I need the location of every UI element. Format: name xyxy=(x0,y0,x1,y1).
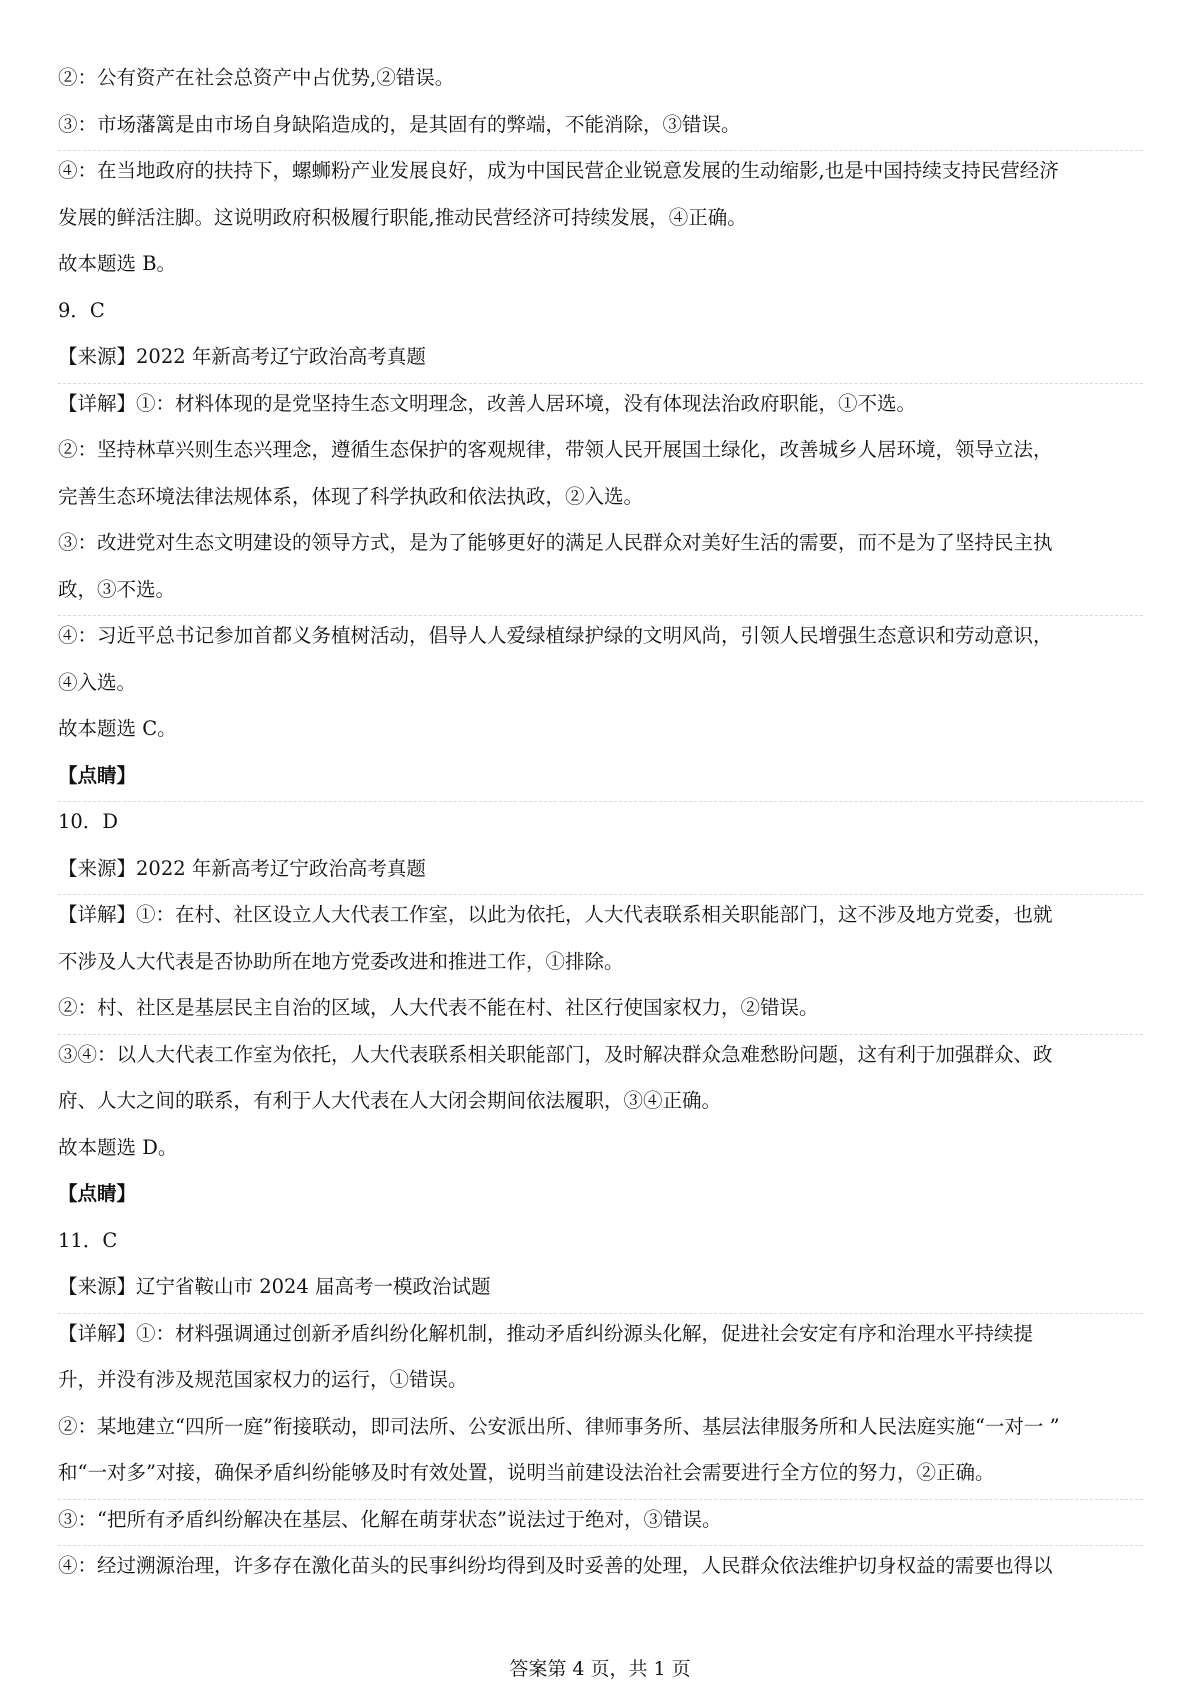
text-line: ②：村、社区是基层民主自治的区域，人大代表不能在村、社区行使国家权力，②错误。 xyxy=(58,988,1143,1035)
text-line: ②：坚持林草兴则生态兴理念，遵循生态保护的客观规律，带领人民开展国土绿化，改善城乡人居环境，领导立法， xyxy=(58,438,1053,461)
text-line: 发展的鲜活注脚。这说明政府积极履行职能,推动民营经济可持续发展，④正确。 xyxy=(58,205,747,229)
text-line: 9．C xyxy=(58,298,105,322)
text-line: 故本题选 D。 xyxy=(58,1135,178,1159)
text-line: 【来源】辽宁省鞍山市 2024 届高考一模政治试题 xyxy=(58,1267,1143,1314)
text-line: 【来源】2022 年新高考辽宁政治高考真题 xyxy=(58,337,1143,384)
text-line: 完善生态环境法律法规体系，体现了科学执政和依法执政，②入选。 xyxy=(58,484,644,508)
text-line: ④：在当地政府的扶持下，螺蛳粉产业发展良好，成为中国民营企业锐意发展的生动缩影,也是中国持续支持民营经济 xyxy=(58,159,1059,182)
text-line: ③④：以人大代表工作室为依托，人大代表联系相关职能部门，及时解决群众急难愁盼问题，这有利于加强群众、政 xyxy=(58,1042,1053,1066)
text-line: 【点睛】 xyxy=(58,756,1143,803)
text-line: ②：某地建立“四所一庭”衔接联动，即司法所、公安派出所、律师事务所、基层法律服务所和人民法庭实施“一对一 ” xyxy=(58,1414,1060,1438)
text-line: 【点睛】 xyxy=(58,1182,137,1205)
text-line: ③：市场藩篱是由市场自身缺陷造成的，是其固有的弊端，不能消除，③错误。 xyxy=(58,105,1143,152)
text-line: 【详解】①：材料强调通过创新矛盾纠纷化解机制，推动矛盾纠纷源头化解，促进社会安定有序和治理水平持续提 xyxy=(58,1321,1034,1345)
text-line: 故本题选 C。 xyxy=(58,717,177,740)
text-line: ③：改进党对生态文明建设的领导方式，是为了能够更好的满足人民群众对美好生活的需要，而不是为了坚持民主执 xyxy=(58,531,1053,554)
text-line: 故本题选 B。 xyxy=(58,252,177,275)
text-line: 11．C xyxy=(58,1228,118,1252)
text-line: ④：经过溯源治理，许多存在激化苗头的民事纠纷均得到及时妥善的处理，人民群众依法维护切身权益的需要也得以 xyxy=(58,1554,1053,1577)
text-line: 【详解】①：在村、社区设立人大代表工作室，以此为依托，人大代表联系相关职能部门，这不涉及地方党委，也就 xyxy=(58,903,1053,926)
document-body xyxy=(58,58,1143,1593)
text-line: ④入选。 xyxy=(58,670,137,694)
text-line: ④：习近平总书记参加首都义务植树活动，倡导人人爱绿植绿护绿的文明风尚，引领人民增强生态意识和劳动意识， xyxy=(58,624,1053,647)
text-line: 【详解】①：材料体现的是党坚持生态文明理念，改善人居环境，没有体现法治政府职能，①不选。 xyxy=(58,391,917,415)
text-line: 升，并没有涉及规范国家权力的运行，①错误。 xyxy=(58,1368,468,1391)
text-line: ②：公有资产在社会总资产中占优势,②错误。 xyxy=(58,66,455,89)
text-line: 和“一对多”对接，确保矛盾纠纷能够及时有效处置，说明当前建设法治社会需要进行全方位的努力，②正确。 xyxy=(58,1453,1143,1500)
text-line: 不涉及人大代表是否协助所在地方党委改进和推进工作，①排除。 xyxy=(58,949,624,973)
text-line: ③：“把所有矛盾纠纷解决在基层、化解在萌芽状态”说法过于绝对，③错误。 xyxy=(58,1500,1143,1547)
page-footer: 答案第 4 页，共 1 页 xyxy=(509,1658,691,1680)
text-line: 府、人大之间的联系，有利于人大代表在人大闭会期间依法履职，③④正确。 xyxy=(58,1089,722,1112)
text-line: 政，③不选。 xyxy=(58,570,1143,617)
text-line: 10．D xyxy=(58,810,118,833)
text-line: 【来源】2022 年新高考辽宁政治高考真题 xyxy=(58,849,1143,896)
